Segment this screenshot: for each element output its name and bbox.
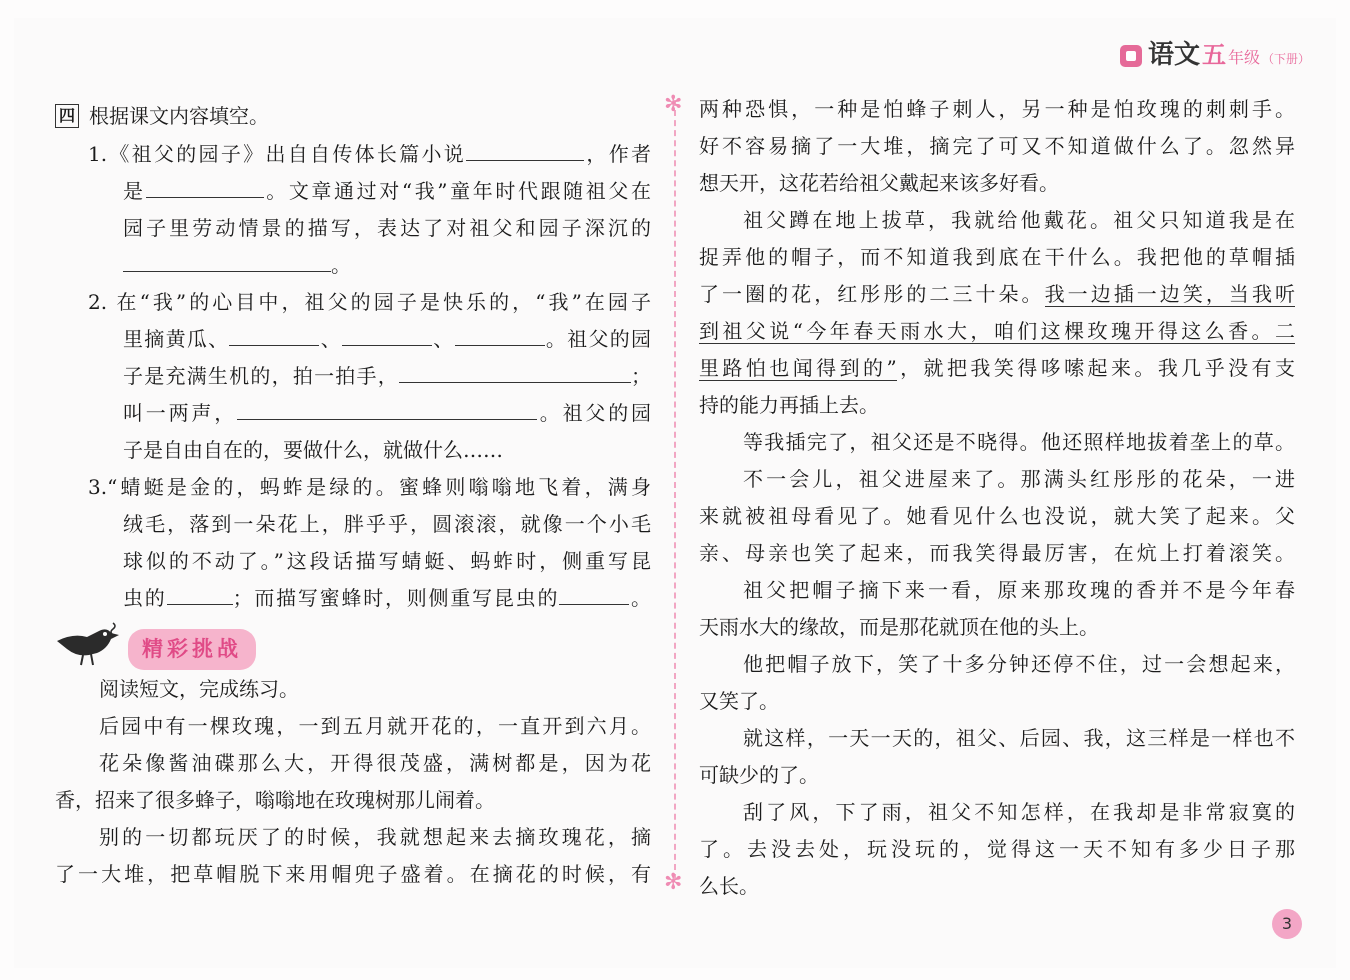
answer-blank[interactable] (399, 358, 631, 383)
grade-number: 五 (1201, 41, 1226, 69)
bird-icon (53, 619, 123, 669)
answer-blank[interactable] (559, 580, 629, 605)
subject-title: 语文 (1147, 40, 1200, 70)
left-passage: 阅读短文，完成练习。 后园中有一棵玫瑰，一到五月就开花的，一直开到六月。 花朵像酱油碟那么大，开得很茂盛，满树都是，因为花 香，招来了很多蜂子，嗡嗡地在玫瑰树那儿闹着。 别的一切都玩厌了的时候，我就想起来去摘玫瑰花，摘 了一大堆，把草帽脱下来用帽兜子盛着。在摘花的时候，有 (55, 677, 651, 886)
page-number: 3 (1272, 909, 1302, 939)
question-2: 2. 在“我”的心目中，祖父的园子是快乐的，“我”在园子 里摘黄瓜、 、 、 。祖父的园 子是充满生机的，拍一拍手， ； 叫一两声， 。祖父的园 子是自由自在的，要做什么，就做什么…… (88, 290, 651, 462)
challenge-label: 精彩挑战 (128, 629, 256, 670)
answer-blank[interactable] (466, 136, 584, 161)
underlined-sentence: 我一边插一边笑，当我听 (1044, 282, 1295, 306)
section-heading (55, 96, 651, 136)
answer-blank[interactable] (229, 321, 319, 346)
question-1: 1.《祖父的园子》出自自传体长篇小说 ，作者 是 。文章通过对“我”童年时代跟随祖父在 园子里劳动情景的描写，表达了对祖父和园子深沉的 。 (55, 136, 651, 284)
section-number: 四 (55, 104, 79, 128)
section-title: 根据课文内容填空。 (89, 103, 269, 128)
underlined-sentence: 到祖父说“今年春天雨水大，咱们这棵玫瑰开得这么香。二 (699, 319, 1295, 343)
question-3: 3.“蜻蜓是金的，蚂蚱是绿的。蜜蜂则嗡嗡地飞着，满身 绒毛，落到一朵花上，胖乎乎，圆滚滚，就像一个小毛 球似的不动了。”这段话描写蜻蜓、蚂蚱时，侧重写昆 虫的 ；而描写蜜蜂时，则侧重写昆虫的 。 (88, 475, 651, 610)
answer-blank[interactable] (167, 580, 233, 605)
answer-blank[interactable] (455, 321, 545, 346)
left-column (55, 96, 651, 893)
answer-blank[interactable] (342, 321, 432, 346)
underlined-sentence: 里路怕也闻得到的” (699, 356, 897, 380)
grade-label: 年级 (1227, 48, 1260, 67)
answer-blank[interactable] (237, 395, 537, 420)
answer-blank[interactable] (123, 247, 331, 272)
answer-blank[interactable] (146, 173, 264, 198)
book-logo-icon (1120, 45, 1142, 67)
star-icon: ✻ (664, 870, 683, 895)
right-column: 两种恐惧，一种是怕蜂子刺人，另一种是怕玫瑰的刺刺手。 好不容易摘了一大堆，摘完了可又不知道做什么了。忽然异 想天开，这花若给祖父戴起来该多好看。 祖父蹲在地上拔草，我就给他戴花。祖父只知道我是在 捉弄他的帽子，而不知道我到底在干什么。我把他的草帽插 了一圈的花，红彤彤的二三十朵。我一边插一边笑，当我听 到祖父说“今年春天雨水大，咱们这棵玫瑰开得这么香。二 里路怕也闻得到的”，就把我笑得哆嗦起来。我几乎没有支 持的能力再插上去。 等我插完了，祖父还是不晓得。他还照样地拔着垄上的草。 不一会儿，祖父进屋来了。那满头红彤彤的花朵，一进 来就被祖母看见了。她看见什么也没说，就大笑了起来。父 亲、母亲也笑了起来，而我笑得最厉害，在炕上打着滚笑。 祖父把帽子摘下来一看，原来那玫瑰的香并不是今年春 天雨水大的缘故，而是那花就顶在他的头上。 他把帽子放下，笑了十多分钟还停不住，过一会想起来， 又笑了。 就这样，一天一天的，祖父、后园、我，这三样是一样也不 可缺少的了。 刮了风，下了雨，祖父不知怎样，在我却是非常寂寞的 了。去没去处，玩没玩的，觉得这一天不知有多少日子那 么长。 (699, 97, 1295, 898)
volume-label: （下册） (1261, 52, 1310, 66)
star-icon: ✻ (664, 92, 683, 117)
challenge-banner (53, 617, 651, 671)
column-divider (674, 100, 676, 880)
header (1120, 34, 1310, 71)
